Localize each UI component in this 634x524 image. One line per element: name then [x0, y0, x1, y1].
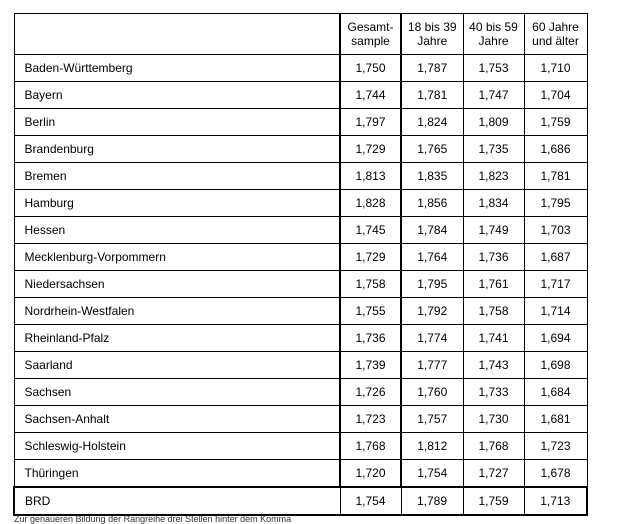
value-60: 1,681: [524, 406, 587, 433]
table-row: [14, 271, 587, 298]
header-row: [14, 14, 587, 55]
state-name: Nordrhein-Westfalen: [14, 298, 340, 325]
total-18-39: 1,789: [401, 487, 463, 515]
total-60: 1,713: [524, 487, 587, 515]
header-40-59: [463, 14, 524, 55]
value-60: 1,781: [524, 163, 587, 190]
table-row: [14, 352, 587, 379]
total-value: 1,754: [340, 487, 401, 515]
state-name: Hessen: [14, 217, 340, 244]
value-40-59: 1,834: [463, 190, 524, 217]
value-total: 1,723: [340, 406, 401, 433]
value-18-39: 1,792: [401, 298, 463, 325]
value-60: 1,694: [524, 325, 587, 352]
table-row: [14, 136, 587, 163]
value-total: 1,797: [340, 109, 401, 136]
total-row: [14, 487, 587, 515]
value-40-59: 1,823: [463, 163, 524, 190]
value-60: 1,698: [524, 352, 587, 379]
header-18-39-text: 18 bis 39 Jahre: [407, 20, 457, 48]
value-18-39: 1,764: [401, 244, 463, 271]
value-40-59: 1,758: [463, 298, 524, 325]
state-name: Sachsen-Anhalt: [14, 406, 340, 433]
total-state: BRD: [14, 487, 340, 515]
value-40-59: 1,741: [463, 325, 524, 352]
table-row: [14, 55, 587, 82]
value-total: 1,729: [340, 244, 401, 271]
table-row: [14, 433, 587, 460]
state-name: Niedersachsen: [14, 271, 340, 298]
total-40-59: 1,759: [463, 487, 524, 515]
value-18-39: 1,824: [401, 109, 463, 136]
value-18-39: 1,787: [401, 55, 463, 82]
value-total: 1,720: [340, 460, 401, 488]
header-60: [524, 14, 587, 55]
value-18-39: 1,835: [401, 163, 463, 190]
table-row: [14, 379, 587, 406]
state-name: Hamburg: [14, 190, 340, 217]
value-60: 1,678: [524, 460, 587, 488]
state-name: Schleswig-Holstein: [14, 433, 340, 460]
value-60: 1,795: [524, 190, 587, 217]
value-total: 1,813: [340, 163, 401, 190]
value-60: 1,759: [524, 109, 587, 136]
value-18-39: 1,795: [401, 271, 463, 298]
value-60: 1,687: [524, 244, 587, 271]
value-40-59: 1,730: [463, 406, 524, 433]
table-row: [14, 298, 587, 325]
value-60: 1,710: [524, 55, 587, 82]
value-total: 1,768: [340, 433, 401, 460]
value-40-59: 1,768: [463, 433, 524, 460]
footnote: Zur genaueren Bildung der Rangreihe drei Stellen hinter dem Komma: [14, 514, 292, 524]
state-name: Baden-Württemberg: [14, 55, 340, 82]
value-40-59: 1,735: [463, 136, 524, 163]
value-40-59: 1,753: [463, 55, 524, 82]
state-name: Bremen: [14, 163, 340, 190]
value-40-59: 1,747: [463, 82, 524, 109]
value-60: 1,714: [524, 298, 587, 325]
state-name: Berlin: [14, 109, 340, 136]
table-row: [14, 163, 587, 190]
value-40-59: 1,749: [463, 217, 524, 244]
value-total: 1,736: [340, 325, 401, 352]
value-60: 1,704: [524, 82, 587, 109]
table-row: [14, 190, 587, 217]
table-row: [14, 217, 587, 244]
header-state: [14, 14, 340, 55]
state-name: Sachsen: [14, 379, 340, 406]
state-name: Saarland: [14, 352, 340, 379]
header-total-text: Gesamt- sample: [347, 20, 394, 48]
state-name: Bayern: [14, 82, 340, 109]
value-60: 1,703: [524, 217, 587, 244]
value-18-39: 1,754: [401, 460, 463, 488]
value-40-59: 1,743: [463, 352, 524, 379]
state-name: Brandenburg: [14, 136, 340, 163]
value-total: 1,729: [340, 136, 401, 163]
data-table: [13, 13, 588, 516]
value-18-39: 1,760: [401, 379, 463, 406]
table-row: [14, 82, 587, 109]
value-18-39: 1,774: [401, 325, 463, 352]
header-60-text: 60 Jahre und älter: [532, 20, 579, 48]
value-18-39: 1,765: [401, 136, 463, 163]
value-total: 1,828: [340, 190, 401, 217]
value-40-59: 1,733: [463, 379, 524, 406]
value-60: 1,717: [524, 271, 587, 298]
table-row: [14, 325, 587, 352]
value-18-39: 1,812: [401, 433, 463, 460]
value-18-39: 1,781: [401, 82, 463, 109]
header-total: [340, 14, 401, 55]
table-row: [14, 244, 587, 271]
state-name: Rheinland-Pfalz: [14, 325, 340, 352]
state-name: Mecklenburg-Vorpommern: [14, 244, 340, 271]
value-40-59: 1,736: [463, 244, 524, 271]
state-name: Thüringen: [14, 460, 340, 488]
value-total: 1,739: [340, 352, 401, 379]
value-total: 1,750: [340, 55, 401, 82]
value-60: 1,684: [524, 379, 587, 406]
value-18-39: 1,777: [401, 352, 463, 379]
value-total: 1,726: [340, 379, 401, 406]
header-18-39: [401, 14, 463, 55]
value-40-59: 1,761: [463, 271, 524, 298]
value-total: 1,745: [340, 217, 401, 244]
value-total: 1,758: [340, 271, 401, 298]
table-row: [14, 109, 587, 136]
table-row: [14, 460, 587, 488]
value-40-59: 1,809: [463, 109, 524, 136]
value-total: 1,755: [340, 298, 401, 325]
table-row: [14, 406, 587, 433]
header-40-59-text: 40 bis 59 Jahre: [469, 20, 518, 48]
value-60: 1,723: [524, 433, 587, 460]
value-18-39: 1,757: [401, 406, 463, 433]
value-40-59: 1,727: [463, 460, 524, 488]
value-18-39: 1,856: [401, 190, 463, 217]
value-18-39: 1,784: [401, 217, 463, 244]
value-total: 1,744: [340, 82, 401, 109]
value-60: 1,686: [524, 136, 587, 163]
